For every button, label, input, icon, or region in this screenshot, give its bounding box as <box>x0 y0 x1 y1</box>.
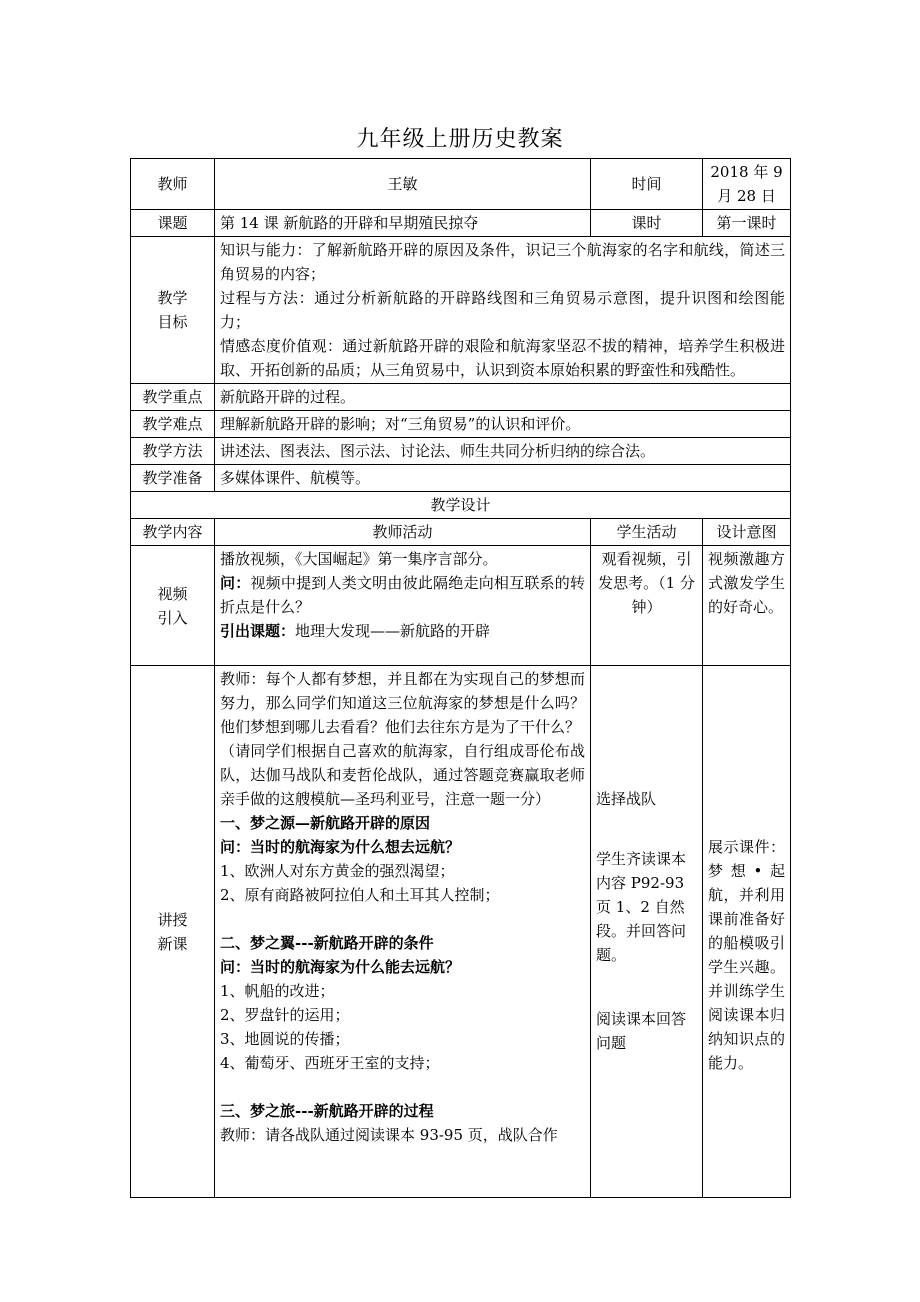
lecture-design-intent: 展示课件：梦想•起航，并利用课前准备好的船模吸引学生兴趣。并训练学生阅读课本归纳知识点的能力。 <box>703 666 791 1198</box>
goal-knowledge: 知识与能力：了解新航路开辟的原因及条件，识记三个航海家的名字和航线，简述三角贸易的内容； <box>220 241 786 283</box>
row-label: 教学方法 <box>131 438 215 465</box>
row-label: 教学准备 <box>131 465 215 492</box>
row-value: 讲述法、图表法、图示法、讨论法、师生共同分析归纳的综合法。 <box>215 438 791 465</box>
time-label: 时间 <box>591 159 703 210</box>
lecture-label: 讲授 新课 <box>131 666 215 1198</box>
teacher-label: 教师 <box>131 159 215 210</box>
row-value: 新航路开辟的过程。 <box>215 384 791 411</box>
intro-label: 视频 引入 <box>131 546 215 666</box>
time-value: 2018 年 9 月 28 日 <box>703 159 791 210</box>
teacher-name: 王敏 <box>215 159 591 210</box>
topic-value: 第 14 课 新航路的开辟和早期殖民掠夺 <box>215 210 591 237</box>
row-label: 教学重点 <box>131 384 215 411</box>
lesson-plan-table <box>130 158 791 1198</box>
lecture-teacher-activity: 教师：每个人都有梦想，并且都在为实现自己的梦想而努力，那么同学们知道这三位航海家的梦想是什么吗？他们梦想到哪儿去看看？他们去往东方是为了干什么？ （请同学们根据自己喜欢的航海家，自行组成哥伦布战队，达伽马战队和麦哲伦战队，通过答题竞赛赢取老师亲手做的这艘模航—圣玛利亚号，注意一题一分） 一、梦之源—新航路开辟的原因 问：当时的航海家为什么想去远航？ 1、欧洲人对东方黄金的强烈渴望； 2、原有商路被阿拉伯人和土耳其人控制； 二、梦之翼---新航路开辟的条件 问：当时的航海家为什么能去远航？ 1、帆船的改进； 2、罗盘针的运用； 3、地圆说的传播； 4、葡萄牙、西班牙王室的支持； 三、梦之旅---新航路开辟的过程 教师：请各战队通过阅读课本 93-95 页，战队合作 <box>215 666 591 1198</box>
row-label: 教学难点 <box>131 411 215 438</box>
col-student-header: 学生活动 <box>591 519 703 546</box>
design-section-title: 教学设计 <box>131 492 791 519</box>
row-value: 多媒体课件、航模等。 <box>215 465 791 492</box>
col-teacher-header: 教师活动 <box>215 519 591 546</box>
goals-content <box>215 237 791 384</box>
row-value: 理解新航路开辟的影响；对“三角贸易”的认识和评价。 <box>215 411 791 438</box>
intro-student-activity: 观看视频，引发思考。（1 分钟） <box>591 546 703 666</box>
goals-label: 教学 目标 <box>131 237 215 384</box>
intro-design-intent: 视频激趣方式激发学生的好奇心。 <box>703 546 791 666</box>
topic-label: 课题 <box>131 210 215 237</box>
period-label: 课时 <box>591 210 703 237</box>
goal-emotion: 情感态度价值观：通过新航路开辟的艰险和航海家坚忍不拔的精神，培养学生积极进取、开拓创新的品质；从三角贸易中，认识到资本原始积累的野蛮性和残酷性。 <box>220 337 786 379</box>
period-value: 第一课时 <box>703 210 791 237</box>
col-intent-header: 设计意图 <box>703 519 791 546</box>
col-content-header: 教学内容 <box>131 519 215 546</box>
document-title: 九年级上册历史教案 <box>356 127 564 152</box>
lecture-student-activity: 选择战队 学生齐读课本内容 P92-93 页 1、2 自然段。并回答问题。 阅读课本回答问题 <box>591 666 703 1198</box>
goal-process: 过程与方法：通过分析新航路的开辟路线图和三角贸易示意图，提升识图和绘图能力； <box>220 289 786 331</box>
intro-teacher-activity: 播放视频，《大国崛起》第一集序言部分。 问：视频中提到人类文明由彼此隔绝走向相互联系的转折点是什么？ 引出课题：地理大发现——新航路的开辟 <box>215 546 591 666</box>
